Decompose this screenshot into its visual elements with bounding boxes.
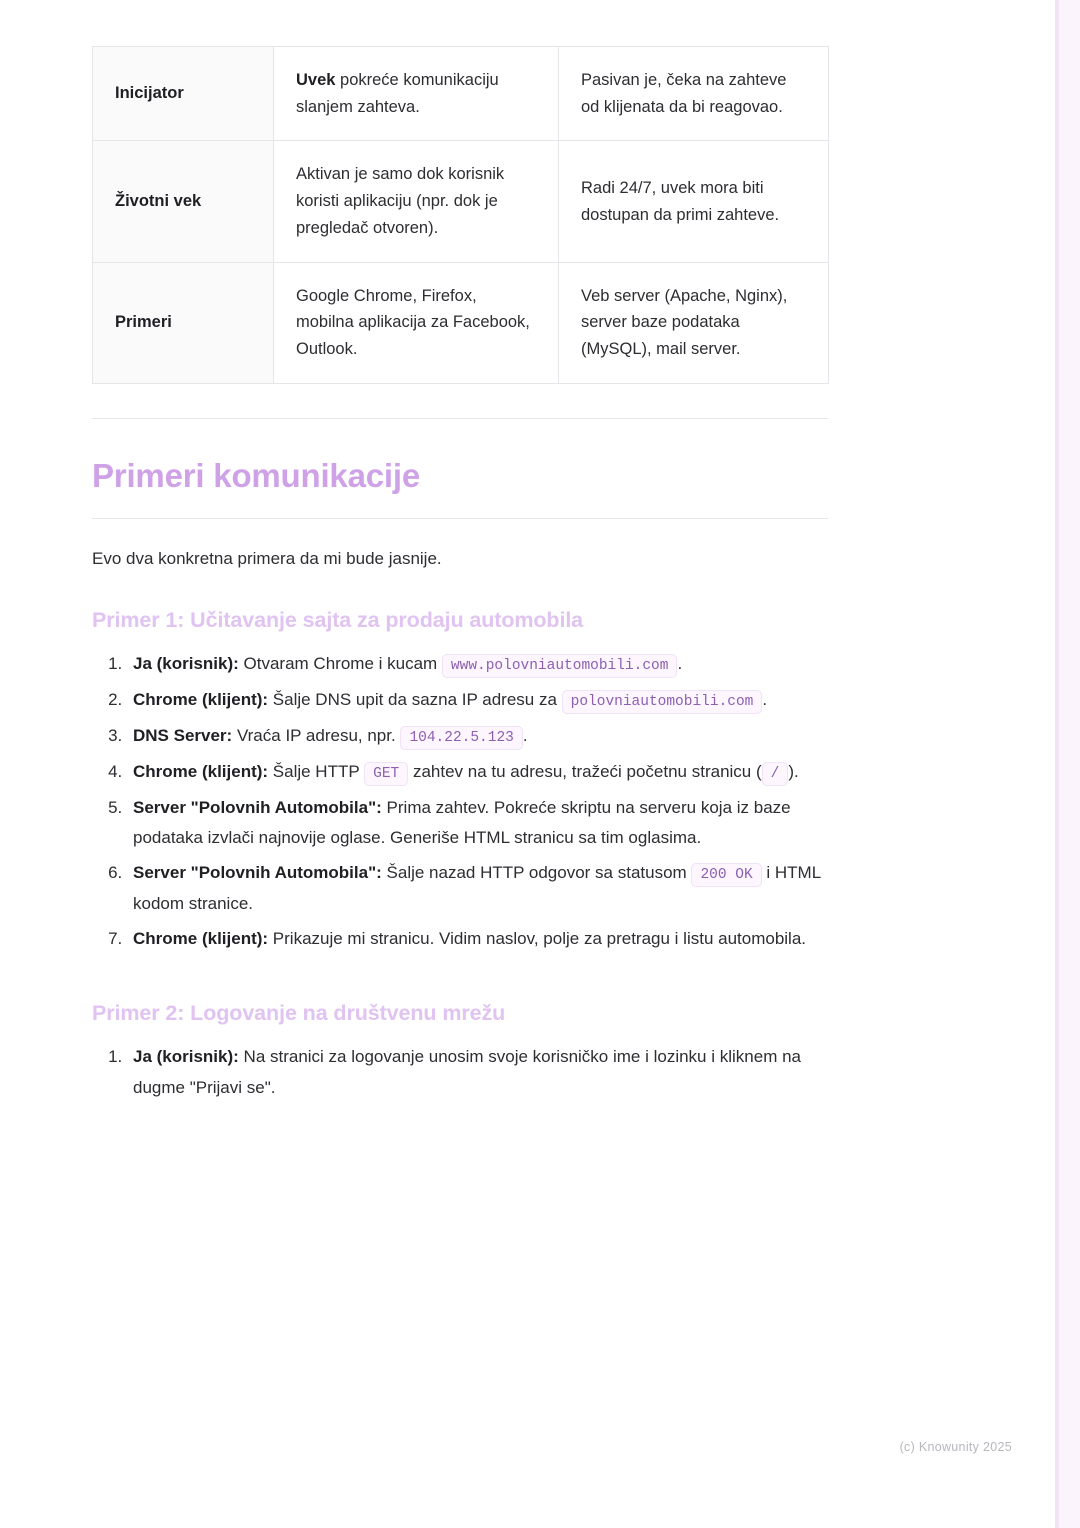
list-item xyxy=(127,649,828,680)
step-actor: DNS Server: xyxy=(133,725,233,745)
step-tail: . xyxy=(522,725,528,745)
step-actor: Chrome (klijent): xyxy=(133,690,269,710)
list-item xyxy=(127,685,828,716)
table-row xyxy=(93,141,829,262)
example-2-heading: Primer 2: Logovanje na društvenu mrežu xyxy=(92,1001,506,1026)
code-http-status: 200 OK xyxy=(691,863,761,887)
step-actor: Server "Polovnih Automobila": xyxy=(133,797,382,817)
example-2-steps xyxy=(92,1042,828,1103)
table-cell-label: Primeri xyxy=(93,262,274,383)
table-cell-client-text: pokreće komunikaciju slanjem zahteva. xyxy=(296,71,499,116)
code-url: www.polovniautomobili.com xyxy=(442,654,678,678)
list-item xyxy=(127,757,828,788)
code-domain: polovniautomobili.com xyxy=(562,690,763,714)
title-underline xyxy=(92,518,828,519)
page-right-edge-strip xyxy=(1059,0,1080,1528)
list-item xyxy=(127,924,828,954)
section-intro-text: Evo dva konkretna primera da mi bude jasnije. xyxy=(92,549,442,568)
example-1-heading: Primer 1: Učitavanje sajta za prodaju automobila xyxy=(92,608,584,633)
step-actor: Ja (korisnik): xyxy=(133,1047,239,1067)
step-actor: Chrome (klijent): xyxy=(133,761,269,781)
document-content xyxy=(92,0,828,1108)
table-cell-server: Veb server (Apache, Nginx), server baze podataka (MySQL), mail server. xyxy=(559,262,829,383)
step-text: Prima zahtev. Pokreće skriptu na serveru koja iz baze podataka izvlači najnovije oglase. Generiše HTML stranicu sa tim oglasima. xyxy=(133,797,791,847)
step-text: Šalje HTTP xyxy=(268,761,365,781)
step-tail: zahtev na tu adresu, tražeći početnu stranicu ( xyxy=(408,761,762,781)
example-1-steps xyxy=(92,649,828,954)
table-cell-client xyxy=(274,47,559,141)
step-tail: . xyxy=(762,690,768,710)
page-title: Primeri komunikacije xyxy=(92,456,420,494)
list-item xyxy=(127,858,828,919)
list-item xyxy=(127,793,828,854)
step-text: Na stranici za logovanje unosim svoje korisničko ime i lozinku i kliknem na dugme "Prijavi se". xyxy=(133,1047,801,1097)
step-text: Prikazuje mi stranicu. Vidim naslov, polje za pretragu i listu automobila. xyxy=(268,929,807,949)
step-text: Šalje nazad HTTP odgovor sa statusom xyxy=(381,863,692,883)
table-cell-client: Aktivan je samo dok korisnik koristi aplikaciju (npr. dok je pregledač otvoren). xyxy=(274,141,559,262)
table-cell-server: Pasivan je, čeka na zahteve od klijenata da bi reagovao. xyxy=(559,47,829,141)
section-divider xyxy=(92,418,828,419)
footer-copyright: (c) Knowunity 2025 xyxy=(899,1440,1012,1454)
list-item xyxy=(127,1042,828,1103)
step-actor: Server "Polovnih Automobila": xyxy=(133,863,382,883)
page-right-edge-line xyxy=(1055,0,1059,1528)
table-cell-client-emphasis: Uvek xyxy=(296,71,336,89)
table-row xyxy=(93,262,829,383)
step-tail: i HTML kodom stranice. xyxy=(133,863,821,913)
step-text: Šalje DNS upit da sazna IP adresu za xyxy=(268,690,562,710)
list-item xyxy=(127,721,828,752)
step-tail-2: ). xyxy=(788,761,799,781)
code-http-method: GET xyxy=(364,762,408,786)
table-cell-server: Radi 24/7, uvek mora biti dostupan da primi zahteve. xyxy=(559,141,829,262)
table-cell-label: Životni vek xyxy=(93,141,274,262)
step-tail: . xyxy=(677,654,683,674)
step-text: Vraća IP adresu, npr. xyxy=(232,725,401,745)
step-actor: Ja (korisnik): xyxy=(133,654,239,674)
table-cell-client: Google Chrome, Firefox, mobilna aplikacija za Facebook, Outlook. xyxy=(274,262,559,383)
step-text: Otvaram Chrome i kucam xyxy=(238,654,442,674)
client-server-comparison-table xyxy=(92,46,829,384)
code-ip-address: 104.22.5.123 xyxy=(400,726,522,750)
table-row xyxy=(93,47,829,141)
step-actor: Chrome (klijent): xyxy=(133,929,269,949)
table-cell-label: Inicijator xyxy=(93,47,274,141)
code-root-path: / xyxy=(762,762,789,786)
